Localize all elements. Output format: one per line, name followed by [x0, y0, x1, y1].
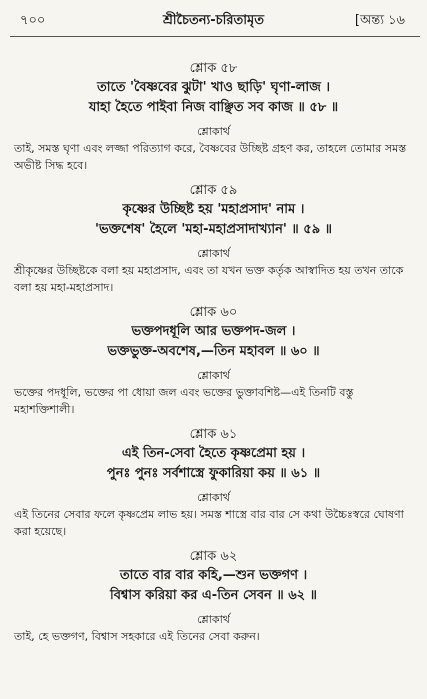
verse-line: কৃষ্ণের উচ্ছিষ্ট হয় 'মহাপ্রসাদ' নাম ।	[122, 202, 305, 217]
translation-text: তাই, হে ভক্তগণ, বিশ্বাস সহকারে এই তিনের সেবা করুন।	[14, 630, 260, 643]
page-content	[0, 52, 427, 651]
book-title: শ্রীচৈতন্য-চরিতামৃত	[162, 13, 265, 28]
translation-heading: শ্লোকার্থ	[197, 613, 230, 626]
chapter-reference: [অন্ত্য ১৬	[354, 13, 405, 28]
translation-heading: শ্লোকার্থ	[197, 247, 230, 260]
verse-line: পুনঃ পুনঃ সর্বশাস্ত্রে ফুকারিয়া কয় ॥ ৬১ ॥	[106, 466, 321, 481]
translation-heading: শ্লোকার্থ	[197, 369, 230, 382]
verse-heading: শ্লোক ৬১	[189, 427, 238, 442]
page-number: ৭০০	[20, 13, 46, 28]
verse-heading: শ্লোক ৫৯	[189, 183, 238, 198]
header-rule	[10, 36, 420, 37]
verse-line: যাহা হৈতে পাইবা নিজ বাঞ্ছিত সব কাজ ॥ ৫৮ ॥	[88, 100, 339, 115]
verse-58	[0, 60, 427, 174]
verse-line: তাতে বার বার কহি,—শুন ভক্তগণ ।	[119, 568, 308, 583]
translation-text: শ্রীকৃষ্ণের উচ্ছিষ্টকে বলা হয় মহাপ্রসাদ, এবং তা যখন ভক্ত কর্তৃক আস্বাদিত হয় তখন তাকে বলা হয় মহা-মহাপ্রসাদ।	[14, 264, 404, 294]
translation-text: ভক্তের পদধূলি, ভক্তের পা ধোয়া জল এবং ভক্তের ভুক্তাবশিষ্ট—এই তিনটি বস্তু মহাশক্তিশালী।	[14, 386, 354, 416]
verse-61	[0, 426, 427, 540]
translation-heading: শ্লোকার্থ	[197, 125, 230, 138]
verse-line: বিশ্বাস করিয়া কর এ-তিন সেবন ॥ ৬২ ॥	[109, 588, 318, 603]
verse-62	[0, 548, 427, 645]
translation-text: এই তিনের সেবার ফলে কৃষ্ণপ্রেম লাভ হয়। সমস্ত শাস্ত্রে বার বার সে কথা উচ্চৈঃস্বরে ঘোষণা করা হয়েছে।	[14, 508, 404, 538]
verse-line: ভক্তভুক্ত-অবশেষ,—তিন মহাবল ॥ ৬০ ॥	[107, 344, 320, 359]
verse-line: তাতে 'বৈষ্ণবের ঝুটা' খাও ছাড়ি' ঘৃণা-লাজ ।	[97, 80, 330, 95]
page-header	[0, 11, 427, 33]
verse-heading: শ্লোক ৬০	[189, 305, 238, 320]
verse-heading: শ্লোক ৫৮	[189, 61, 238, 76]
verse-line: ভক্তপদধূলি আর ভক্তপদ-জল ।	[131, 324, 296, 339]
verse-line: 'ভক্তশেষ' হৈলে 'মহা-মহাপ্রসাদাখ্যান' ॥ ৫৯ ॥	[94, 222, 333, 237]
translation-text: তাই, সমস্ত ঘৃণা এবং লজ্জা পরিত্যাগ করে, বৈষ্ণবের উচ্ছিষ্ট গ্রহণ কর, তাহলে তোমার সমস্ত অভীষ্ট সিদ্ধ হবে।	[14, 142, 407, 172]
translation-heading: শ্লোকার্থ	[197, 491, 230, 504]
verse-heading: শ্লোক ৬২	[189, 549, 238, 564]
verse-59	[0, 182, 427, 296]
verse-60	[0, 304, 427, 418]
verse-line: এই তিন-সেবা হৈতে কৃষ্ণপ্রেমা হয় ।	[121, 446, 306, 461]
